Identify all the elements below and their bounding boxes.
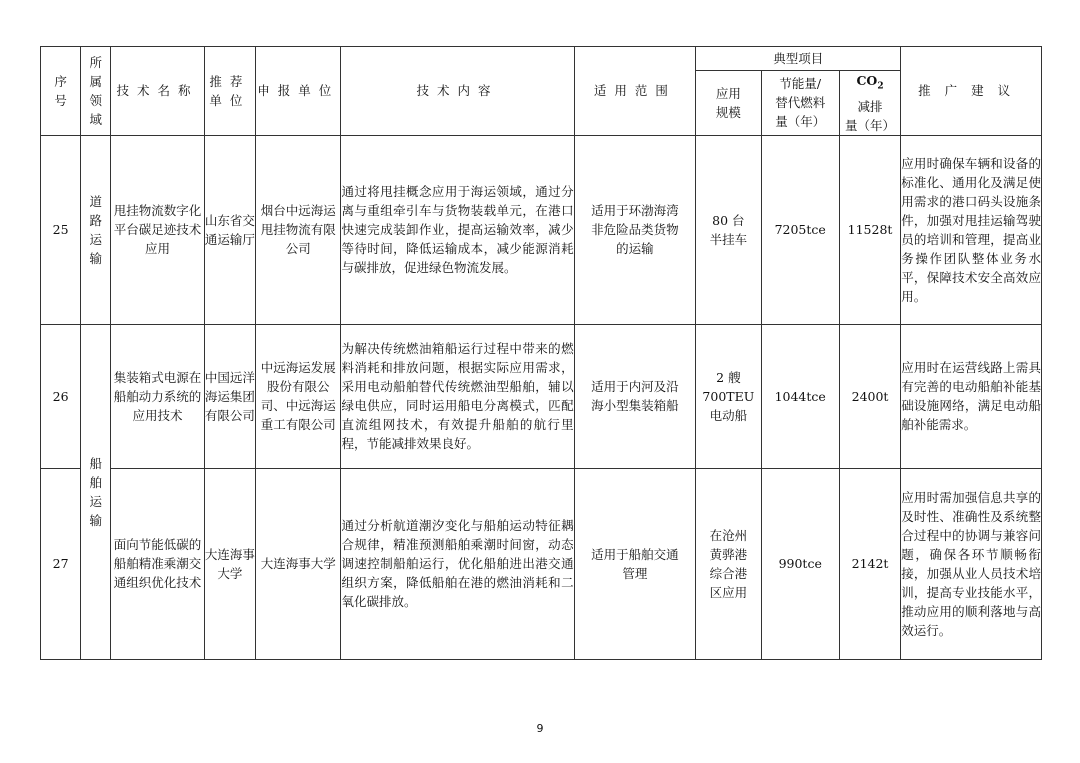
- advice: 应用时确保车辆和设备的标准化、通用化及满足使用需求的港口码头设施条件，加强对甩挂运输驾驶员的培训和管理，提高业务操作团队整体业务水平，保障技术安全高效应用。: [901, 135, 1042, 324]
- header-scope: 适用范围: [574, 47, 696, 136]
- header-co2: $CO_2$ 减排 量（年）: [839, 71, 900, 136]
- scope: 适用于内河及沿海小型集装箱船: [574, 324, 696, 468]
- energy-saving: 1044tce: [761, 324, 839, 468]
- header-seq: 序 号: [41, 47, 81, 136]
- energy-saving: 7205tce: [761, 135, 839, 324]
- technology-table: [40, 46, 1042, 660]
- applicant: 中远海运发展股份有限公司、中远海运重工有限公司: [256, 324, 341, 468]
- table-row: [41, 468, 1042, 659]
- scope: 适用于船舶交通管理: [574, 468, 696, 659]
- table-row: [41, 324, 1042, 468]
- scope: 适用于环渤海湾非危险品类货物的运输: [574, 135, 696, 324]
- scale: 2 艘 700TEU 电动船: [696, 324, 761, 468]
- co2-reduction: 11528t: [839, 135, 900, 324]
- header-applicant: 申报单位: [256, 47, 341, 136]
- header-domain: 所 属 领 域: [81, 47, 111, 136]
- tech-content: 通过将甩挂概念应用于海运领域，通过分离与重组牵引车与货物装载单元，在港口快速完成装卸作业，提高运输效率，减少等待时间，降低运输成本，减少能源消耗与碳排放，促进绿色物流发展。: [341, 135, 574, 324]
- header-row-1: [41, 47, 1042, 71]
- energy-saving: 990tce: [761, 468, 839, 659]
- recommender: 中国远洋海运集团有限公司: [204, 324, 255, 468]
- table-row: [41, 135, 1042, 324]
- header-energy: 节能量/ 替代燃料 量（年）: [761, 71, 839, 136]
- recommender: 山东省交通运输厅: [204, 135, 255, 324]
- tech-name: 集装箱式电源在船舶动力系统的应用技术: [111, 324, 204, 468]
- applicant: 大连海事大学: [256, 468, 341, 659]
- row-number: 25: [41, 135, 81, 324]
- co2-reduction: 2400t: [839, 324, 900, 468]
- recommender: 大连海事大学: [204, 468, 255, 659]
- tech-content: 通过分析航道潮汐变化与船舶运动特征耦合规律，精准预测船舶乘潮时间窗，动态调速控制船舶运行，优化船舶进出港交通组织方案，降低船舶在港的燃油消耗和二氧化碳排放。: [341, 468, 574, 659]
- header-content: 技术内容: [341, 47, 574, 136]
- advice: 应用时在运营线路上需具有完善的电动船舶补能基础设施网络，满足电动船舶补能需求。: [901, 324, 1042, 468]
- tech-content: 为解决传统燃油箱船运行过程中带来的燃料消耗和排放问题，根据实际应用需求，采用电动船舶替代传统燃油型船舶，辅以绿电供应，同时运用船电分离模式，匹配直流组网技术，有效提升船舶的航行里程，节能减排效果良好。: [341, 324, 574, 468]
- page-number: 9: [536, 722, 544, 735]
- header-advice: 推广建议: [901, 47, 1042, 136]
- tech-name: 面向节能低碳的船舶精准乘潮交通组织优化技术: [111, 468, 204, 659]
- domain-road: 道 路 运 输: [81, 135, 111, 324]
- header-scale: 应用 规模: [696, 71, 761, 136]
- row-number: 26: [41, 324, 81, 468]
- applicant: 烟台中远海运甩挂物流有限公司: [256, 135, 341, 324]
- header-tech-name: 技术名称: [111, 47, 204, 136]
- co2-reduction: 2142t: [839, 468, 900, 659]
- scale: 80 台半挂车: [696, 135, 761, 324]
- header-recommender: 推荐 单位: [204, 47, 255, 136]
- advice: 应用时需加强信息共享的及时性、准确性及系统整合过程中的协调与兼容问题，确保各环节顺畅衔接，加强从业人员技术培训，提高专业技能水平，推动应用的顺利落地与高效运行。: [901, 468, 1042, 659]
- row-number: 27: [41, 468, 81, 659]
- scale: 在沧州黄骅港综合港区应用: [696, 468, 761, 659]
- domain-ship: 船 舶 运 输: [81, 324, 111, 659]
- tech-name: 甩挂物流数字化平台碳足迹技术应用: [111, 135, 204, 324]
- header-typical-project: 典型项目: [696, 47, 901, 71]
